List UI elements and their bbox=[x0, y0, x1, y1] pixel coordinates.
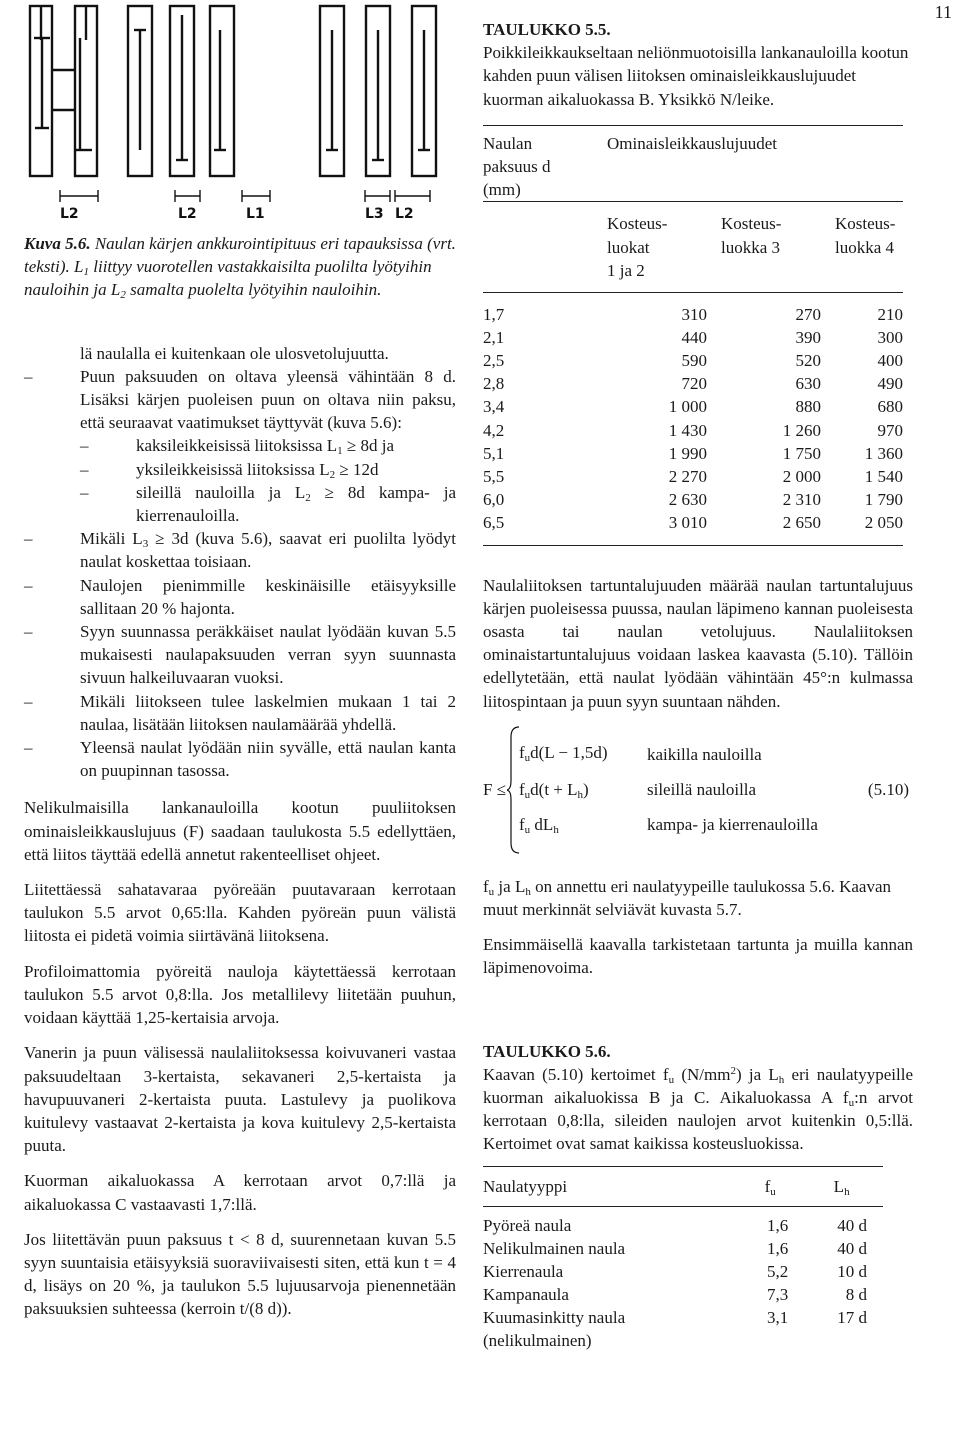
cell: 7,3 bbox=[766, 1285, 789, 1305]
figure-label: L2 bbox=[60, 206, 79, 222]
cell: 10 d bbox=[837, 1262, 867, 1282]
cell: 2 050 bbox=[864, 513, 903, 533]
figure-label: L2 bbox=[395, 206, 414, 222]
cell: 40 d bbox=[837, 1216, 867, 1236]
cell: 6,0 bbox=[483, 490, 505, 510]
list-item-text: Puun paksuuden on oltava yleensä vähintään 8 d. Lisäksi kärjen puoleisen puun on oltava niin paksu, että seuraavat vaatimukset täyttyvät (kuva 5.6): bbox=[80, 366, 456, 433]
page-number: 11 bbox=[934, 2, 952, 22]
formula-sub: u bbox=[524, 788, 531, 801]
cell: 630 bbox=[795, 374, 821, 394]
caption-text: liittyy vuorotellen vastakkaisilta puolilta lyötyihin nauloihin ja L bbox=[24, 257, 432, 300]
list-item-text: Syyn suunnassa peräkkäiset naulat lyödään kuvan 5.5 mukaisesti naulapaksuuden verran syyn suunnasta sivuun halkeiluvaaran vuoksi. bbox=[80, 622, 456, 688]
table-row bbox=[483, 1237, 883, 1260]
formula-text: d(t + L bbox=[530, 779, 578, 799]
head-line: Kosteus- bbox=[721, 214, 782, 234]
formula-text: f bbox=[519, 742, 525, 762]
cell: 2 310 bbox=[782, 490, 821, 510]
list-item: – Puun paksuuden on oltava yleensä vähintään 8 d. Lisäksi kärjen puoleisen puun on oltava niin paksu, että seuraavat vaatimukset täyttyvät (kuva 5.6): bbox=[24, 366, 456, 433]
formula-text: ) bbox=[583, 779, 589, 799]
list-item-text: ≥ 8d ja bbox=[342, 436, 395, 456]
cell: 720 bbox=[681, 374, 707, 394]
cell: 5,1 bbox=[483, 443, 505, 463]
caption-text: (N/mm bbox=[674, 1064, 731, 1084]
head-line: luokat bbox=[607, 237, 650, 257]
formula-row bbox=[519, 741, 608, 764]
cell: 3,1 bbox=[766, 1308, 789, 1328]
caption-sub: u bbox=[848, 1097, 855, 1109]
caption-sub: u bbox=[668, 1073, 675, 1086]
formula-sub: h bbox=[577, 788, 584, 801]
table-head-cell bbox=[483, 202, 593, 293]
paragraph: Ensimmäisellä kaavalla tarkistetaan tartunta ja muilla kannan läpimenovoima. bbox=[483, 935, 913, 978]
list-item-text: kaksileikkeisissä liitoksissa L bbox=[136, 436, 338, 456]
table-head-cell bbox=[740, 1166, 800, 1206]
list-continuation: lä naulalla ei kuitenkaan ole ulosvetolujuutta. bbox=[80, 343, 389, 363]
cell: 1 360 bbox=[864, 443, 903, 463]
table-row bbox=[483, 1260, 883, 1283]
cell: 490 bbox=[877, 374, 903, 394]
cell: Kierrenaula bbox=[483, 1262, 564, 1282]
figure-label: L1 bbox=[246, 206, 265, 222]
para-text: ja L bbox=[494, 876, 526, 896]
paragraph: Vanerin ja puun välisessä naulaliitoksessa koivuvaneri vastaa paksuudeltaan 3-kertaista, sekavaneri 2,5-kertaista ja havupuuvaneri 2-kertaista puuta. Lastulevy ja puolikova kuitulevy vastaavat 2-kertaista ja kova kuitulevy 2,5-kertaista puuta. bbox=[24, 1043, 456, 1156]
table-row bbox=[483, 419, 903, 442]
table-row bbox=[483, 1329, 883, 1352]
rules-list bbox=[24, 342, 456, 783]
cell: 210 bbox=[877, 304, 903, 324]
para-text: on annettu eri naulatyypeille taulukossa 5.6. Kaavan muut merkinnät selviävät kuvasta 5.7. bbox=[483, 876, 892, 919]
sub-list-item: – sileillä nauloilla ja $L_2 \ge 8d$ kampa- ja kierrenauloilla. bbox=[80, 482, 456, 526]
cell: 2 000 bbox=[782, 466, 821, 486]
cell: 1,6 bbox=[766, 1239, 789, 1259]
cell: 1 540 bbox=[864, 466, 903, 486]
cell: 5,5 bbox=[483, 466, 505, 486]
cell: 1 430 bbox=[668, 420, 707, 440]
table-head-cell bbox=[800, 1166, 883, 1206]
paragraph: Naulaliitoksen tartuntalujuuden määrää naulan tartuntalujuus kärjen puoleisessa puussa, naulan läpimeno kannan puoleisesta osasta tai naulan vetolujuus. Naulaliitoksen ominaistartuntalujuus voidaan laskea kaavasta (5.10). Tällöin edellytetään, että naulat lyödään vähintään 45°:n kulmassa liitospintaan ja puun syyn suuntaan nähden. bbox=[483, 575, 913, 711]
cell: 270 bbox=[795, 304, 821, 324]
cell: 2,5 bbox=[483, 350, 505, 370]
cell: 8 d bbox=[845, 1285, 867, 1305]
caption-sup: 2 bbox=[730, 1064, 736, 1077]
formula-5-10 bbox=[483, 725, 913, 855]
sub-list-item: – yksileikkeisissä liitoksissa $L_2 \ge 12d$ bbox=[80, 459, 379, 481]
caption-sub: h bbox=[778, 1073, 785, 1086]
table-row bbox=[483, 465, 903, 488]
cell: Kampanaula bbox=[483, 1285, 569, 1305]
paragraph: Nelikulmaisilla lankanauloilla kootun puuliitoksen ominaisleikkauslujuus (F) saadaan taulukosta 5.5 edellyttäen, että liitos täyttää edellä annetut rakenteelliset ohjeet. bbox=[24, 798, 456, 864]
nail-anchorage-drawing bbox=[20, 0, 460, 225]
formula-row bbox=[519, 778, 589, 801]
list-item: – Yleensä naulat lyödään niin syvälle, että naulan kanta on puupinnan tasossa. bbox=[24, 738, 456, 781]
table-5-5 bbox=[483, 125, 903, 546]
list-item-text: Naulojen pienimmille keskinäisille etäisyyksille sallitaan 20 % hajonta. bbox=[80, 575, 456, 618]
cell: 1 990 bbox=[668, 443, 707, 463]
caption-text: ) ja L bbox=[735, 1064, 779, 1084]
formula-desc: kaikilla nauloilla bbox=[647, 744, 762, 764]
cell: 400 bbox=[877, 350, 903, 370]
table-row bbox=[483, 349, 903, 372]
figure-caption-label: Kuva 5.6. bbox=[24, 234, 91, 253]
cell: 390 bbox=[795, 327, 821, 347]
cell: Nelikulmainen naula bbox=[483, 1239, 626, 1259]
table-5-6-title: TAULUKKO 5.6. bbox=[483, 1041, 611, 1061]
table-row bbox=[483, 303, 903, 326]
table-5-5-title: TAULUKKO 5.5. bbox=[483, 20, 611, 39]
table-head-cell bbox=[821, 202, 903, 293]
cell: 1 790 bbox=[864, 490, 903, 510]
cell: 2,8 bbox=[483, 374, 505, 394]
table-row bbox=[483, 326, 903, 349]
list-item: – Naulojen pienimmille keskinäisille etäisyyksille sallitaan 20 % hajonta. bbox=[24, 575, 456, 618]
table-5-6-caption bbox=[483, 1063, 913, 1156]
head-line: Kosteus- bbox=[607, 214, 668, 234]
list-item-text: Yleensä naulat lyödään niin syvälle, että naulan kanta on puupinnan tasossa. bbox=[80, 738, 456, 781]
formula-lhs: F ≤ bbox=[483, 779, 507, 799]
formula-text: dL bbox=[530, 814, 554, 834]
cell: 2,1 bbox=[483, 327, 505, 347]
cell: 520 bbox=[795, 350, 821, 370]
cell: 1,6 bbox=[766, 1216, 789, 1236]
table-head-cell: Naulatyyppi bbox=[483, 1176, 568, 1196]
caption-text: Naulan kärjen ankkurointipituus eri tapauksissa (vrt. teksti). L bbox=[24, 234, 456, 277]
list-item: – Syyn suunnassa peräkkäiset naulat lyödään kuvan 5.5 mukaisesti naulapaksuuden verran syyn suunnasta sivuun halkeiluvaaran vuoksi. bbox=[24, 622, 456, 688]
sub-list-item: – kaksileikkeisissä liitoksissa $L_1 \ge 8d$ ja bbox=[80, 436, 395, 458]
paragraph: Liitettäessä sahatavaraa pyöreään puutavaraan kerrotaan taulukon 5.5 arvot 0,65:lla. Kahden pyöreän puun välistä liitosta ei pidetä voimia siirtävänä liitoksena. bbox=[24, 880, 456, 946]
paragraph: Kuorman aikaluokassa A kerrotaan arvot 0,7:llä ja aikaluokassa C vastaavasti 1,7:llä. bbox=[24, 1171, 456, 1214]
para-sub: h bbox=[525, 885, 531, 898]
caption-sub: 1 bbox=[83, 266, 89, 279]
caption-text: samalta puolelta lyötyihin nauloihin. bbox=[125, 280, 382, 300]
cell: 1 260 bbox=[782, 420, 821, 440]
list-item-text: Mikäli liitokseen tulee laskelmien mukaan 1 tai 2 naulaa, lisätään liitoksen naulamäärää yhdellä. bbox=[80, 691, 456, 734]
head-line: luokka 4 bbox=[835, 237, 895, 257]
cell: 3,4 bbox=[483, 397, 505, 417]
list-item-text: sileillä nauloilla ja L bbox=[136, 482, 306, 502]
list-item-text: Mikäli L bbox=[80, 529, 143, 549]
cell: 1,7 bbox=[483, 304, 505, 324]
head-line: paksuus d bbox=[483, 157, 551, 177]
table-row bbox=[483, 511, 903, 545]
cell: 2 630 bbox=[668, 490, 707, 510]
figure-nail-anchorage bbox=[20, 0, 460, 225]
cell: 2 270 bbox=[668, 466, 707, 486]
paragraph: Jos liitettävän puun paksuus t < 8 d, suurennetaan kuvan 5.5 syyn suuntaisia etäisyyksiä suoraviivaisesti siten, että kun t = 4 d, lisäys on 20 %, ja taulukon 5.5 lujuusarvoja pienennetään paksuuksien suhteessa (kerroin t/(8 d)). bbox=[24, 1229, 456, 1319]
cell: 4,2 bbox=[483, 420, 505, 440]
sub-index: 2 bbox=[329, 468, 336, 481]
sub-index: 2 bbox=[305, 491, 311, 504]
cell: (nelikulmainen) bbox=[483, 1331, 592, 1351]
para-sub: u bbox=[488, 885, 495, 898]
formula-text: f bbox=[519, 814, 525, 834]
formula-desc: sileillä nauloilla bbox=[647, 779, 757, 799]
table-row bbox=[483, 395, 903, 418]
list-item-text: yksileikkeisissä liitoksissa L bbox=[136, 459, 330, 479]
formula-text: d(L − 1,5d) bbox=[530, 742, 608, 762]
formula-sub: h bbox=[553, 823, 559, 836]
formula-sub: u bbox=[524, 823, 531, 836]
list-item-text: ≥ 3d (kuva 5.6), saavat eri puolilta lyödyt naulat koskettaa toisiaan. bbox=[80, 529, 456, 572]
table-row bbox=[483, 372, 903, 395]
formula-text: f bbox=[519, 779, 525, 799]
table-head-cell bbox=[707, 202, 821, 293]
right-column bbox=[483, 14, 913, 1352]
cell: 3 010 bbox=[668, 513, 707, 533]
list-item-text: ≥ 12d bbox=[335, 459, 379, 479]
cell: 5,2 bbox=[766, 1262, 789, 1282]
list-item-text: ≥ 8d kampa- ja kierrenauloilla. bbox=[136, 482, 456, 526]
table-5-5-caption: Poikkileikkaukseltaan neliönmuotoisilla lankanauloilla kootun kahden puun välisen liitoksen ominaisleikkauslujuudet kuorman aikaluokassa B. Yksikkö N/leike. bbox=[483, 43, 909, 109]
head-text: f bbox=[764, 1176, 771, 1196]
caption-text: :n arvot kerrotaan 0,8:lla, sileiden naulojen arvot kuitenkin 0,5:llä. Kertoimet ovat samat kaikissa kosteusluokissa. bbox=[483, 1088, 913, 1154]
table-row bbox=[483, 1214, 883, 1237]
figure-caption bbox=[24, 232, 456, 302]
cell: 17 d bbox=[837, 1308, 867, 1328]
cell: 680 bbox=[877, 397, 903, 417]
head-line: Naulan bbox=[483, 133, 533, 153]
caption-text: Kaavan (5.10) kertoimet f bbox=[483, 1064, 669, 1084]
para-text: f bbox=[483, 876, 489, 896]
head-line: luokka 3 bbox=[721, 237, 781, 257]
cell: 440 bbox=[681, 327, 707, 347]
table-head-cell bbox=[483, 125, 593, 202]
head-line: Kosteus- bbox=[835, 214, 896, 234]
table-row bbox=[483, 1283, 883, 1306]
formula-desc: kampa- ja kierrenauloilla bbox=[647, 814, 818, 834]
equation-number: (5.10) bbox=[867, 779, 909, 799]
formula-row bbox=[519, 813, 559, 836]
cell: Pyöreä naula bbox=[483, 1216, 572, 1236]
formula-sub: u bbox=[524, 751, 531, 764]
head-line: 1 ja 2 bbox=[607, 260, 645, 280]
caption-text: eri naulatyypeille kuorman aikaluokissa B ja C. Aikaluokassa A f bbox=[483, 1064, 914, 1107]
cell: 970 bbox=[877, 420, 903, 440]
head-text: L bbox=[833, 1176, 845, 1196]
table-row bbox=[483, 442, 903, 465]
paragraph: Profiloimattomia pyöreitä nauloja käytettäessä kerrotaan taulukon 5.5 arvot 0,8:lla. Jos metallilevy liitetään puuhun, voidaan käyttää 1,25-kertaisia arvoja. bbox=[24, 961, 456, 1028]
cell: 1 750 bbox=[782, 443, 821, 463]
caption-sub: 2 bbox=[120, 289, 126, 302]
list-item: – Mikäli $L_3 \ge 3d$ (kuva 5.6), saavat eri puolilta lyödyt naulat koskettaa toisiaan. bbox=[24, 529, 456, 572]
table-row bbox=[483, 488, 903, 511]
cell: 880 bbox=[795, 397, 821, 417]
cell: 40 d bbox=[837, 1239, 867, 1259]
cell: 300 bbox=[877, 327, 903, 347]
cell: 6,5 bbox=[483, 513, 505, 533]
paragraph bbox=[483, 875, 913, 921]
figure-label: L2 bbox=[178, 206, 197, 222]
head-sub: h bbox=[844, 1185, 850, 1198]
cell: Kuumasinkitty naula bbox=[483, 1308, 626, 1328]
table-head-cell bbox=[593, 202, 707, 293]
table-5-6 bbox=[483, 1166, 883, 1353]
left-column bbox=[24, 232, 456, 1333]
head-sub: u bbox=[770, 1185, 776, 1198]
table-group-head: Ominaisleikkauslujuudet bbox=[607, 133, 777, 153]
head-line: (mm) bbox=[483, 180, 521, 200]
sub-index: 1 bbox=[337, 445, 343, 458]
list-item: – Mikäli liitokseen tulee laskelmien mukaan 1 tai 2 naulaa, lisätään liitoksen naulamäärää yhdellä. bbox=[24, 691, 456, 734]
figure-label: L3 bbox=[365, 206, 384, 222]
table-row bbox=[483, 1306, 883, 1329]
cell: 590 bbox=[681, 350, 707, 370]
cell: 310 bbox=[681, 304, 707, 324]
sub-index: 3 bbox=[142, 538, 149, 551]
cell: 2 650 bbox=[782, 513, 821, 533]
cell: 1 000 bbox=[668, 397, 707, 417]
